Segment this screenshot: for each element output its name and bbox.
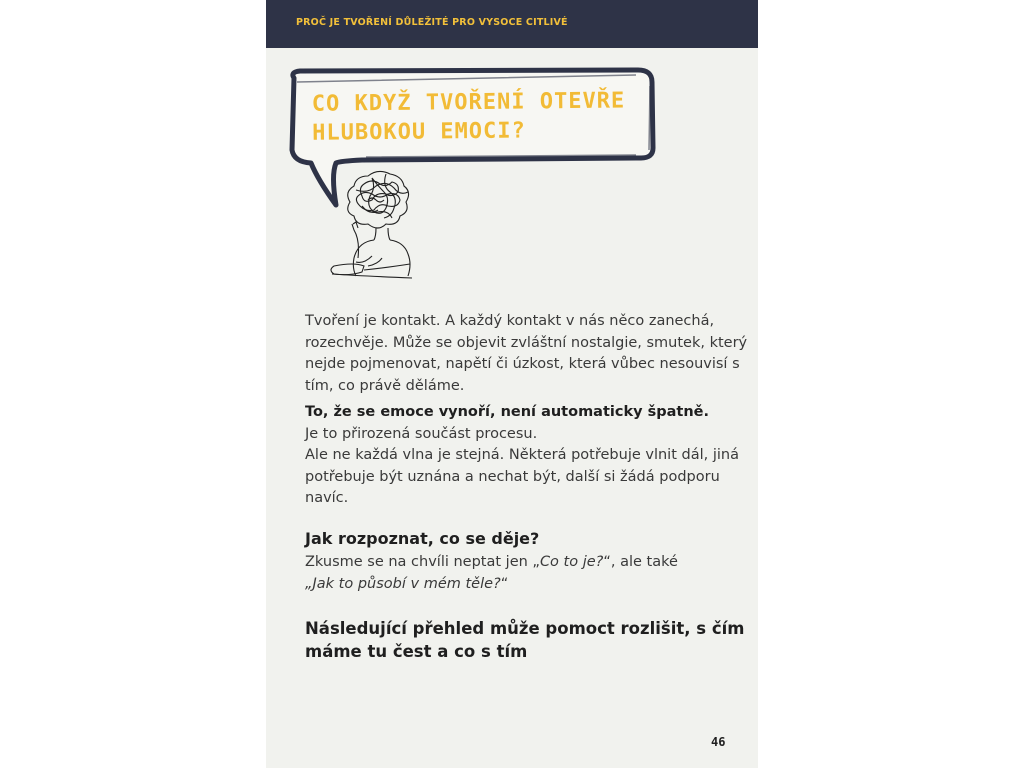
running-header-title: PROČ JE TVOŘENÍ DŮLEŽITÉ PRO VYSOCE CITLIVÉ [296,17,568,28]
bubble-title-line1: CO KDYŽ TVOŘENÍ OTEVŘE [311,88,626,117]
question-italic-2: „Jak to působí v mém těle? [305,575,501,592]
paragraph-line: Ale ne každá vlna je stejná. Některá potřebuje vlnit dál, jiná potřebuje být uznána a nechat být, další si žádá podporu navíc. [305,447,739,506]
section-heading-overview: Následující přehled může pomoct rozlišit, s čím máme tu čest a co s tím [305,619,745,661]
question-text-end: “ [500,575,509,592]
emphasis-line: To, že se emoce vynoří, není automaticky špatně. [305,404,709,420]
bubble-title [312,86,643,147]
question-italic-1: Co to je? [539,554,604,570]
book-page [266,0,758,768]
paragraph-intro: Tvoření je kontakt. A každý kontakt v nás něco zanechá, rozechvěje. Může se objevit zvláštní nostalgie, smutek, který nejde pojmenovat, napětí či úzkost, která vůbec nesouvisí s tím, co právě děláme. [305,313,748,394]
paragraph-question [305,552,755,595]
section-heading-recognize: Jak rozpoznat, co se děje? [305,529,540,548]
paragraph-line: Je to přirozená součást procesu. [305,425,538,442]
page-number: 46 [711,735,726,749]
person-drawing-illustration [328,166,438,286]
bubble-title-line2: HLUBOKOU EMOCI? [312,118,526,146]
paragraph-emotions [305,402,755,510]
question-text-middle: “, ale také [603,554,678,570]
question-text-start: Zkusme se na chvíli neptat jen „ [305,554,540,570]
